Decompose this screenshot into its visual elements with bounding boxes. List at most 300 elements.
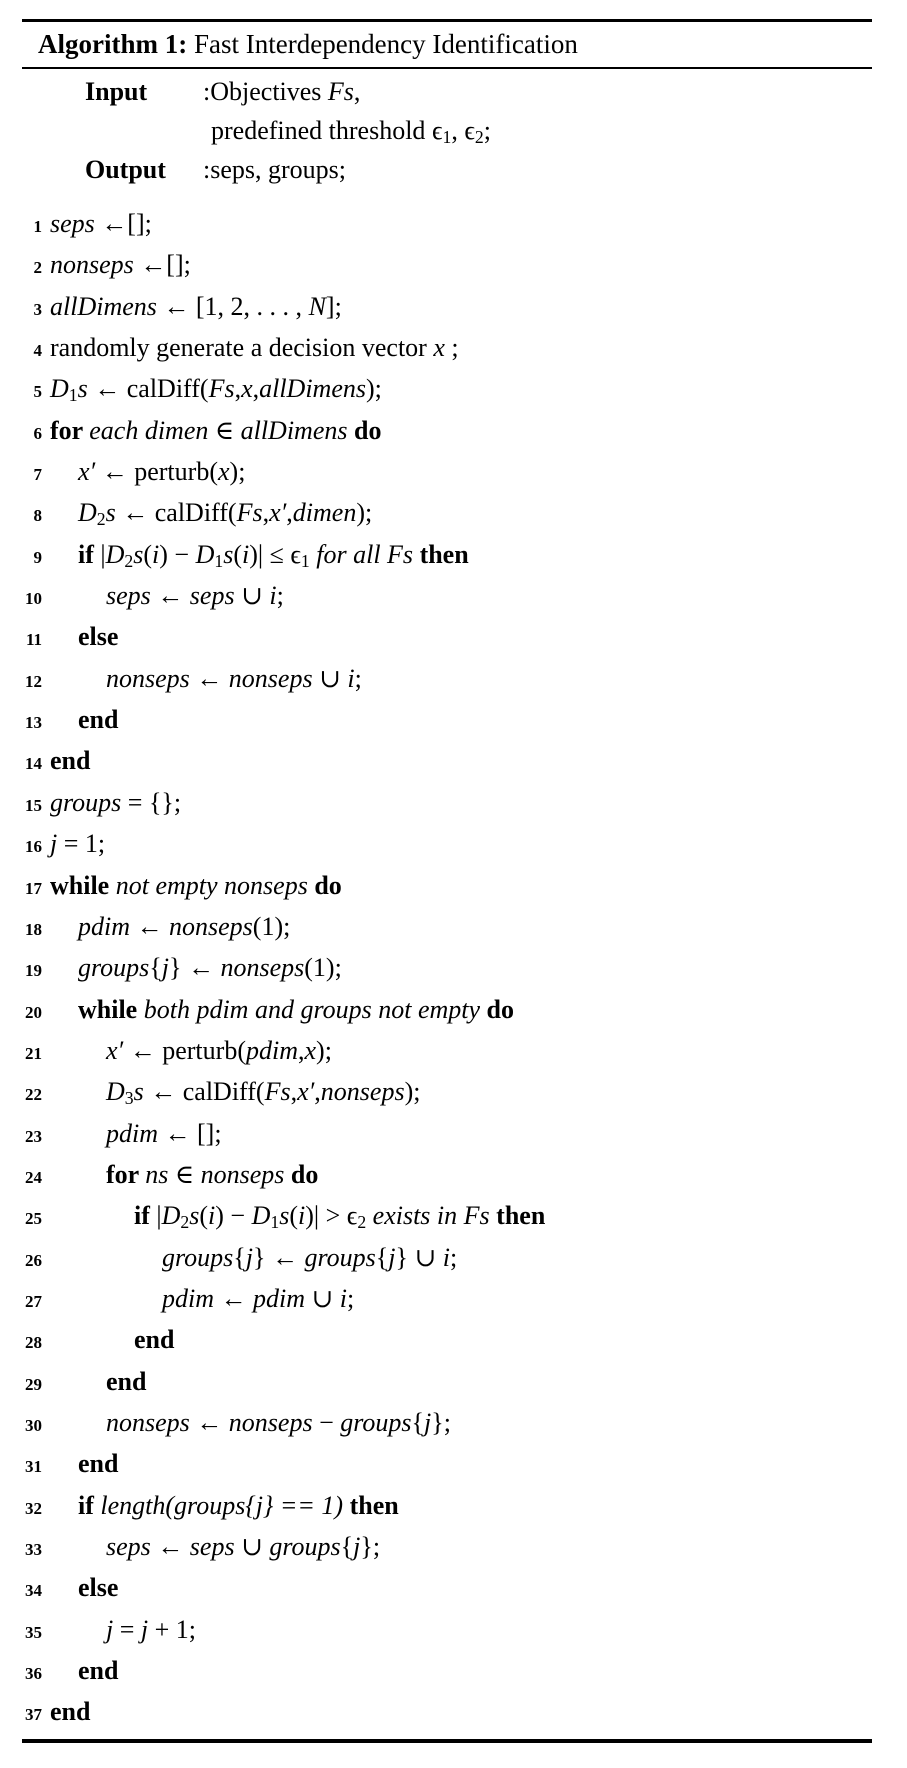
text-run: groups — [304, 1242, 376, 1272]
text-run: ( — [143, 539, 153, 569]
text-run: nonseps — [169, 911, 253, 941]
algorithm-line — [22, 1237, 872, 1278]
text-run: nonseps — [228, 663, 320, 693]
algorithm-line — [22, 492, 872, 533]
line-number: 29 — [25, 1374, 42, 1394]
line-content — [50, 1491, 399, 1520]
text-run: { — [411, 1407, 424, 1437]
line-content — [50, 498, 373, 530]
text-run: ∪ — [319, 663, 348, 693]
text-run: end — [50, 746, 91, 776]
line-number: 2 — [33, 258, 42, 278]
algorithm-line — [22, 1485, 872, 1526]
text-run: s — [223, 539, 234, 569]
text-run: seps — [106, 1532, 158, 1561]
text-run: ; — [449, 1242, 458, 1272]
line-content — [50, 1367, 146, 1396]
algorithm-line — [22, 989, 872, 1030]
text-run: , — [290, 1077, 298, 1107]
text-run: then — [496, 1201, 546, 1231]
text-run: { — [149, 953, 162, 983]
text-run: }; — [360, 1532, 381, 1561]
line-content — [50, 995, 514, 1024]
text-run: 1 — [270, 1212, 280, 1233]
text-run: do — [314, 870, 342, 900]
text-run: , — [252, 374, 260, 404]
io-colon: : — [203, 77, 211, 106]
line-number: 35 — [25, 1622, 42, 1642]
text-run: Fs — [236, 498, 263, 528]
text-run: 2 — [474, 126, 484, 147]
line-number: 27 — [25, 1291, 42, 1311]
text-run: nonseps — [320, 1077, 405, 1107]
algorithm-line — [22, 947, 872, 988]
text-run: D — [161, 1201, 181, 1231]
text-run: ∪ — [241, 1532, 270, 1561]
line-content — [50, 1036, 332, 1065]
line-number: 3 — [33, 299, 42, 319]
caption-title: Fast Interdependency Identification — [187, 29, 578, 59]
io-colon: : — [203, 155, 211, 184]
text-run: = 1; — [63, 829, 106, 859]
algorithm-line — [22, 575, 872, 616]
text-run: ← — [196, 663, 229, 693]
text-run: ns — [145, 1159, 175, 1189]
text-run: , — [297, 1035, 305, 1065]
text-run: else — [78, 1573, 119, 1603]
line-content — [50, 540, 469, 569]
line-number: 25 — [25, 1209, 42, 1229]
text-run: ← calDiff( — [150, 1077, 265, 1107]
text-run: x′ — [297, 1077, 315, 1107]
text-run: pdim — [253, 1283, 312, 1313]
top-rule — [22, 19, 872, 22]
text-run: Fs — [327, 77, 354, 106]
line-content — [50, 1201, 546, 1233]
text-run: seps, groups; — [210, 155, 347, 184]
algorithm-line — [22, 616, 872, 657]
line-content — [50, 1615, 196, 1644]
line-content — [50, 829, 105, 858]
text-run: 1 — [442, 126, 452, 147]
text-run: ; — [444, 333, 459, 363]
algorithm-line — [22, 410, 872, 451]
text-run: nonseps — [228, 1407, 320, 1437]
text-run: allDimens — [50, 291, 164, 321]
text-run: each dimen — [89, 415, 215, 445]
text-run: Fs — [264, 1077, 291, 1107]
text-run: x′ — [78, 457, 102, 487]
io-block — [22, 72, 872, 189]
line-content — [50, 457, 245, 486]
text-run: pdim — [245, 1035, 298, 1065]
line-number: 11 — [25, 630, 42, 650]
line-content — [50, 1119, 222, 1148]
line-content — [50, 788, 181, 817]
line-content — [50, 581, 284, 610]
text-run: ) − — [215, 1201, 252, 1231]
code-lines — [22, 203, 872, 1733]
text-run: s — [105, 498, 123, 528]
text-run: s — [133, 539, 144, 569]
text-run: } ← — [169, 953, 221, 983]
text-run: j — [388, 1242, 396, 1272]
text-run: exists in Fs — [372, 1201, 497, 1231]
text-run: length(groups{j} == 1) — [100, 1490, 350, 1520]
text-run: if — [134, 1201, 157, 1231]
line-number: 30 — [25, 1415, 42, 1435]
text-run: pdim — [78, 911, 137, 941]
text-run: ∈ — [214, 415, 241, 445]
text-run: do — [486, 994, 515, 1024]
io-text — [210, 77, 360, 106]
algorithm-block — [22, 0, 872, 1768]
text-run: i — [298, 1201, 306, 1231]
algorithm-line — [22, 740, 872, 781]
algorithm-line — [22, 658, 872, 699]
text-run: ; — [483, 116, 491, 145]
line-number: 1 — [33, 217, 42, 236]
text-run: predefined threshold — [211, 116, 432, 145]
line-number: 28 — [25, 1333, 42, 1353]
line-number: 13 — [25, 713, 42, 733]
text-run: }; — [431, 1407, 451, 1437]
line-content — [50, 1243, 457, 1272]
text-run: = — [119, 1614, 141, 1644]
text-run: ∈ — [174, 1159, 201, 1189]
algorithm-line — [22, 1402, 872, 1443]
text-run: end — [78, 705, 119, 735]
text-run: ϵ — [464, 116, 475, 145]
text-run: , — [262, 498, 270, 528]
text-run: if — [78, 539, 101, 569]
line-number: 37 — [25, 1705, 42, 1725]
line-number: 36 — [25, 1664, 42, 1684]
text-run: ) − — [159, 539, 196, 569]
text-run: ; — [276, 581, 284, 611]
text-run: s — [77, 374, 95, 404]
text-run: ← — [196, 1407, 229, 1437]
line-content — [50, 209, 152, 238]
line-number: 34 — [25, 1581, 42, 1601]
line-number: 33 — [25, 1540, 42, 1559]
text-run: i — [152, 539, 160, 569]
text-run: D — [195, 539, 215, 569]
line-content — [50, 1284, 354, 1313]
text-run: j — [161, 953, 169, 983]
line-content — [50, 1160, 318, 1189]
text-run: randomly generate a decision vector — [50, 333, 434, 363]
text-run: do — [354, 415, 382, 445]
text-run: ; — [347, 1283, 355, 1313]
text-run: ← [1, 2, . . . , — [163, 291, 309, 321]
algorithm-line — [22, 1361, 872, 1402]
text-run: x′ — [106, 1035, 130, 1065]
text-run: x′ — [269, 498, 287, 528]
text-run: for — [50, 415, 90, 445]
algorithm-line — [22, 327, 872, 368]
text-run: pdim — [162, 1283, 221, 1313]
text-run: } ∪ — [395, 1242, 443, 1272]
line-content — [50, 1077, 421, 1109]
text-run: ←[]; — [101, 209, 152, 238]
algorithm-caption — [38, 25, 578, 63]
text-run: ← perturb( — [129, 1035, 246, 1065]
text-run: i — [242, 539, 250, 569]
bottom-rule — [22, 1739, 872, 1743]
text-run: j — [353, 1532, 361, 1561]
line-content — [50, 1449, 118, 1478]
text-run: nonseps — [220, 953, 305, 983]
io-keyword: Input — [85, 77, 148, 106]
text-run: end — [134, 1325, 175, 1355]
text-run: j — [245, 1242, 253, 1272]
text-run: end — [50, 1697, 91, 1727]
text-run: groups — [162, 1242, 234, 1272]
line-number: 4 — [33, 341, 42, 361]
text-run: − — [319, 1407, 341, 1437]
line-number: 10 — [25, 589, 42, 609]
text-run: ); — [229, 457, 246, 487]
text-run: ← — [157, 1532, 190, 1561]
text-run: 2 — [124, 550, 134, 571]
algorithm-line — [22, 1319, 872, 1360]
text-run: | — [156, 1201, 162, 1231]
text-run: i — [208, 1201, 216, 1231]
line-content — [50, 746, 90, 775]
line-number: 5 — [33, 382, 42, 402]
line-content — [50, 871, 342, 900]
line-number: 26 — [25, 1250, 42, 1270]
text-run: ← — [157, 581, 190, 611]
text-run: i — [442, 1242, 450, 1272]
algorithm-line — [22, 534, 872, 575]
text-run: nonseps — [106, 663, 197, 693]
algorithm-line — [22, 1154, 872, 1195]
text-run: while — [78, 994, 144, 1024]
line-content — [50, 416, 381, 445]
line-content — [50, 1408, 451, 1437]
text-run: x — [433, 333, 445, 363]
algorithm-line — [22, 865, 872, 906]
algorithm-line — [22, 1691, 872, 1732]
text-run: ← calDiff( — [122, 498, 237, 528]
text-run: groups — [78, 953, 150, 983]
text-run: ( — [289, 1201, 299, 1231]
text-run: nonseps — [106, 1407, 197, 1437]
line-number: 31 — [25, 1457, 42, 1477]
io-row — [22, 72, 872, 111]
text-run: groups — [50, 787, 128, 817]
line-content — [50, 250, 191, 279]
algorithm-line — [22, 1567, 872, 1608]
text-run: D — [251, 1201, 271, 1231]
text-run: 3 — [124, 1088, 134, 1109]
line-content — [50, 292, 342, 321]
text-run: (1); — [304, 953, 342, 983]
text-run: x — [241, 374, 253, 404]
text-run: end — [78, 1449, 119, 1479]
algorithm-line — [22, 1650, 872, 1691]
text-run: allDimens — [259, 374, 366, 404]
text-run: 1 — [68, 385, 78, 406]
algorithm-line — [22, 244, 872, 285]
text-run: seps — [189, 581, 242, 611]
text-run: , — [451, 116, 465, 145]
algorithm-line — [22, 451, 872, 492]
line-number: 14 — [25, 754, 42, 774]
text-run: + 1; — [154, 1614, 197, 1644]
line-number: 15 — [25, 795, 42, 815]
text-run: i — [347, 663, 355, 693]
text-run: j — [140, 1614, 155, 1644]
text-run: x — [217, 457, 230, 487]
line-number: 19 — [25, 961, 42, 981]
text-run: )| ≤ ϵ — [249, 539, 301, 569]
line-number: 32 — [25, 1498, 42, 1518]
algorithm-line — [22, 906, 872, 947]
algorithm-line — [22, 782, 872, 823]
line-number: 12 — [25, 671, 42, 691]
text-run: i — [339, 1283, 348, 1313]
text-run: ← []; — [164, 1118, 222, 1148]
algorithm-line — [22, 1195, 872, 1236]
text-run: , — [234, 374, 242, 404]
text-run: x — [304, 1035, 317, 1065]
text-run: N — [308, 291, 326, 321]
text-run: D — [78, 498, 97, 528]
text-run: (1); — [252, 911, 291, 941]
algorithm-line — [22, 1113, 872, 1154]
line-content — [50, 1325, 174, 1354]
line-number: 6 — [33, 423, 42, 443]
text-run: ϵ — [431, 116, 443, 145]
text-run: ← perturb( — [101, 457, 218, 487]
text-run: ); — [316, 1035, 332, 1065]
line-content — [50, 705, 118, 734]
text-run: { — [340, 1532, 354, 1561]
algorithm-line — [22, 1030, 872, 1071]
text-run: Objectives — [210, 77, 328, 106]
line-content — [50, 333, 459, 362]
text-run: | — [100, 539, 106, 569]
text-run: seps — [106, 581, 158, 611]
text-run: D — [106, 1077, 125, 1107]
text-run: ← calDiff( — [94, 374, 209, 404]
text-run: s — [133, 1077, 151, 1107]
algorithm-line — [22, 699, 872, 740]
text-run: ( — [233, 539, 243, 569]
text-run: ← — [220, 1283, 253, 1313]
line-content — [50, 953, 342, 982]
line-number: 20 — [25, 1002, 42, 1022]
line-number: 24 — [25, 1167, 42, 1187]
text-run: for all Fs — [316, 539, 420, 569]
text-run: pdim — [106, 1118, 165, 1148]
text-run: 1 — [300, 550, 310, 571]
line-number: 8 — [33, 506, 42, 526]
text-run: ); — [404, 1077, 421, 1107]
text-run: 1 — [214, 550, 224, 571]
line-content — [50, 912, 290, 941]
text-run: ∪ — [241, 581, 270, 611]
text-run: while — [50, 870, 116, 900]
line-content — [50, 1656, 118, 1685]
text-run: for — [106, 1159, 146, 1189]
text-run: ( — [199, 1201, 209, 1231]
text-run: both pdim and groups not empty — [143, 994, 487, 1024]
line-number: 7 — [33, 465, 42, 485]
text-run: i — [269, 581, 277, 611]
text-run: Fs — [208, 374, 235, 404]
text-run: then — [419, 539, 469, 569]
text-run: )| > ϵ — [305, 1201, 358, 1231]
line-number: 22 — [25, 1085, 42, 1105]
algorithm-line — [22, 368, 872, 409]
algorithm-line — [22, 1278, 872, 1319]
caption-label: Algorithm 1: — [38, 29, 188, 59]
text-run: { — [233, 1242, 246, 1272]
text-run: ← — [136, 911, 169, 941]
text-run: ]; — [325, 291, 342, 321]
text-run: = {}; — [127, 787, 182, 817]
text-run: , — [286, 498, 293, 528]
line-number: 23 — [25, 1126, 42, 1146]
text-run: end — [78, 1656, 119, 1686]
algorithm-line — [22, 1526, 872, 1567]
io-text — [210, 155, 346, 184]
text-run: 2 — [96, 509, 106, 530]
line-number: 18 — [25, 919, 42, 939]
algorithm-line — [22, 286, 872, 327]
algorithm-line — [22, 203, 872, 244]
text-run: then — [349, 1490, 399, 1520]
io-row — [22, 150, 872, 189]
text-run: j — [50, 829, 64, 859]
text-run: ; — [354, 663, 362, 693]
text-run: seps — [50, 209, 102, 238]
text-run: s — [279, 1201, 290, 1231]
text-run: D — [50, 374, 69, 404]
line-number: 16 — [25, 837, 42, 857]
algorithm-line — [22, 823, 872, 864]
line-number: 9 — [33, 547, 42, 567]
text-run: s — [189, 1201, 200, 1231]
text-run: j — [106, 1614, 120, 1644]
io-keyword: Output — [85, 155, 166, 184]
text-run: , — [314, 1077, 321, 1107]
text-run: do — [290, 1159, 319, 1189]
algorithm-line — [22, 1071, 872, 1112]
text-run: j — [424, 1407, 432, 1437]
line-number: 21 — [25, 1043, 42, 1063]
line-number: 17 — [25, 878, 42, 898]
text-run: ); — [366, 374, 382, 404]
caption-rule — [22, 67, 872, 69]
text-run: { — [375, 1242, 389, 1272]
line-content — [50, 664, 362, 693]
text-run: dimen — [292, 498, 357, 528]
line-content — [50, 622, 118, 651]
line-content — [50, 1532, 380, 1561]
text-run: allDimens — [240, 415, 354, 445]
text-run: ←[]; — [140, 250, 191, 280]
io-text — [211, 116, 491, 145]
text-run: D — [105, 539, 125, 569]
text-run: if — [78, 1490, 101, 1520]
text-run: 2 — [357, 1212, 367, 1233]
text-run: ∪ — [311, 1283, 340, 1313]
